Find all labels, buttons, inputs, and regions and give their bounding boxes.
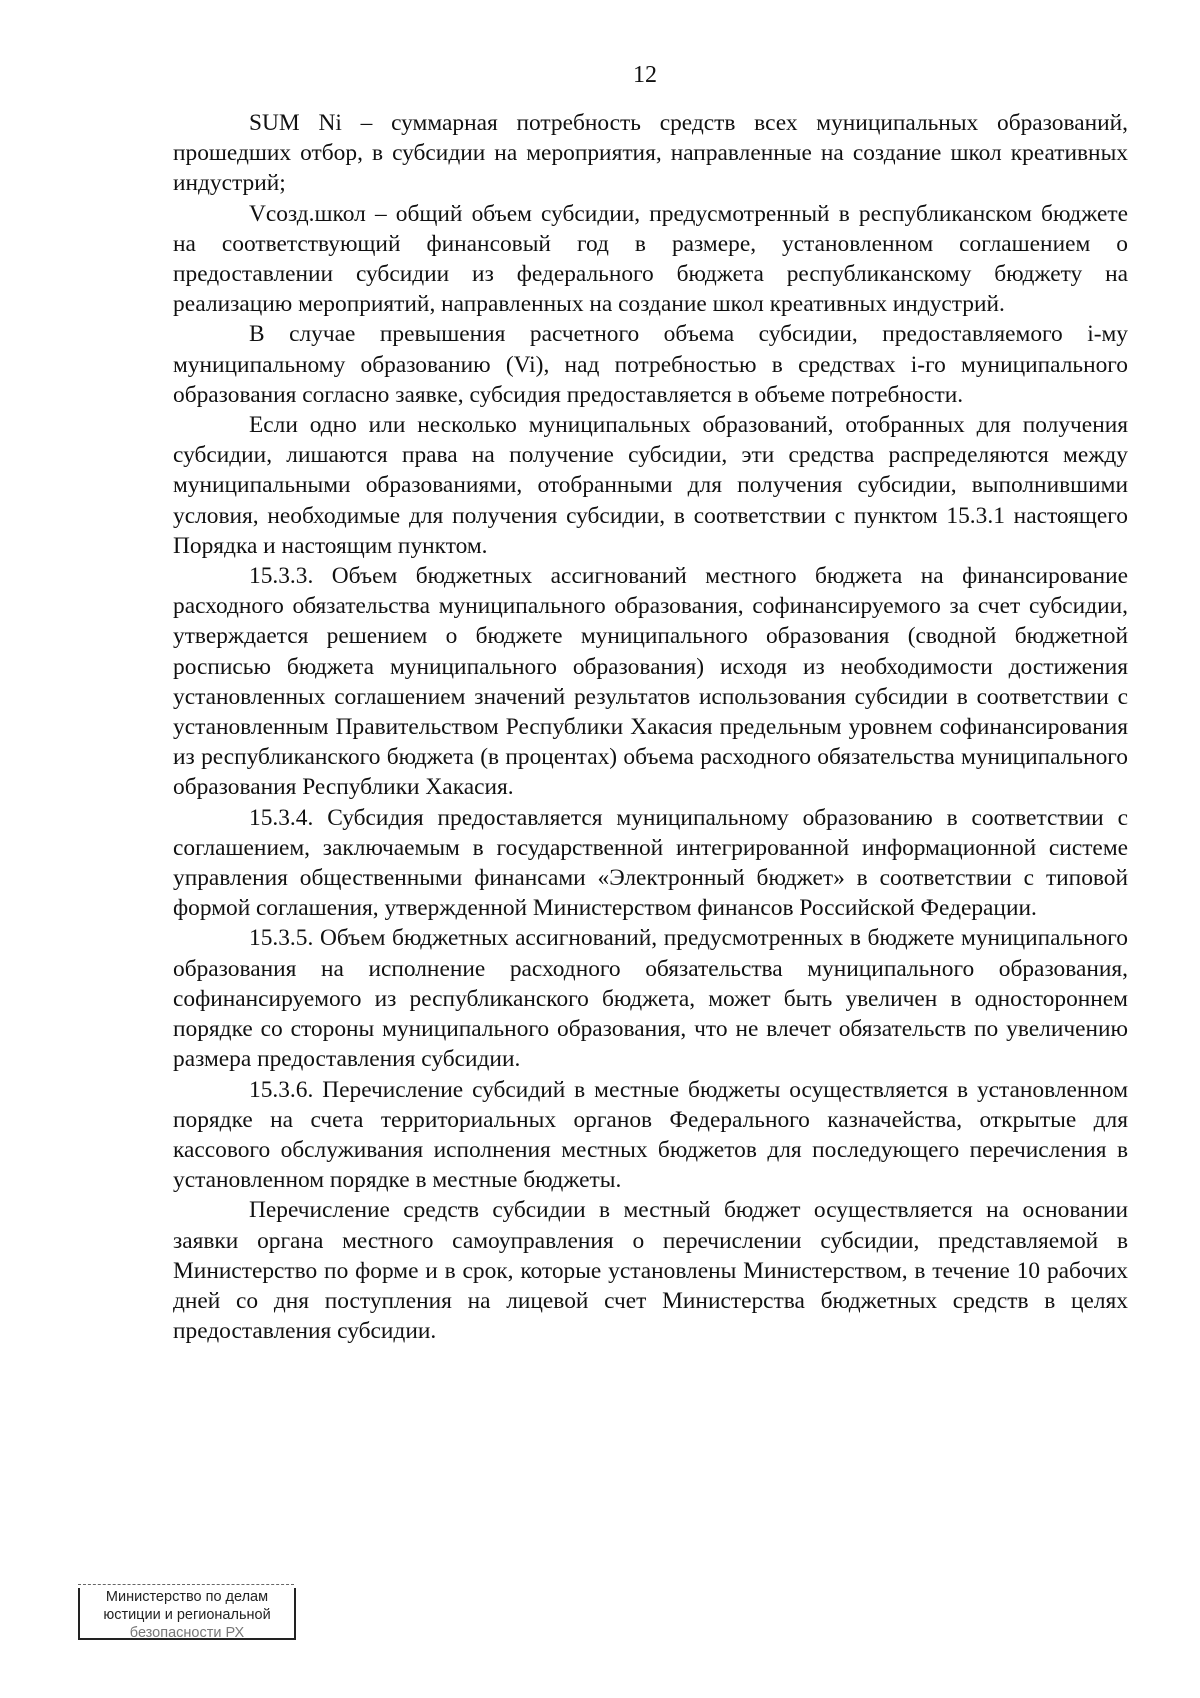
paragraph-15-3-3: 15.3.3. Объем бюджетных ассигнований местного бюджета на финансирование расходного обязательства муниципального образования, софинансируемого за счет субсидии, утверждается решением о бюджете муниципального образования (сводной бюджетной росписью бюджета муниципального образования) исходя из необходимости достижения установленных соглашением значений результатов использования субсидии в соответствии с установленным Правительством Республики Хакасия предельным уровнем софинансирования из республиканского бюджета (в процентах) объема расходного обязательства муниципального образования Республики Хакасия. xyxy=(173,563,1128,801)
paragraph-redistribution: Если одно или несколько муниципальных образований, отобранных для получения субсидии, лишаются права на получение субсидии, эти средства распределяются между муниципальными образованиями, отобранными для получения субсидии, выполнившими условия, необходимые для получения субсидии, в соответствии с пунктом 15.3.1 настоящего Порядка и настоящим пунктом. xyxy=(173,412,1128,559)
paragraph-15-3-5: 15.3.5. Объем бюджетных ассигнований, предусмотренных в бюджете муниципального образования на исполнение расходного обязательства муниципального образования, софинансируемого из республиканского бюджета, может быть увеличен в одностороннем порядке со стороны муниципального образования, что не влечет обязательств по увеличению размера предоставления субсидии. xyxy=(173,925,1128,1073)
paragraph-15-3-6: 15.3.6. Перечисление субсидий в местные бюджеты осуществляется в установленном порядке на счета территориальных органов Федерального казначейства, открытые для кассового обслуживания исполнения местных бюджетов для последующего перечисления в установленном порядке в местные бюджеты. xyxy=(173,1076,1128,1194)
paragraph-15-3-4: 15.3.4. Субсидия предоставляется муниципальному образованию в соответствии с соглашением, заключаемым в государственной интегрированной информационной системе управления общественными финансами «Электронный бюджет» в соответствии с типовой формой соглашения, утвержденной Министерством финансов Российской Федерации. xyxy=(173,804,1128,922)
paragraph-transfer-procedure: Перечисление средств субсидии в местный бюджет осуществляется на основании заявки органа местного самоуправления о перечислении субсидии, представляемой в Министерство по форме и в срок, которые установлены Министерством, в течение 10 рабочих дней со дня поступления на лицевой счет Министерства бюджетных средств в целях предоставления субсидии. xyxy=(173,1197,1128,1345)
document-body xyxy=(173,108,1128,1346)
stamp-line-3: безопасности РХ xyxy=(129,1625,245,1640)
registration-stamp xyxy=(78,1588,296,1640)
paragraph-sum-ni: SUM Ni – суммарная потребность средств всех муниципальных образований, прошедших отбор, в субсидии на мероприятия, направленные на создание школ креативных индустрий; xyxy=(173,110,1128,197)
paragraph-v-sozd-shkol: Vсозд.школ – общий объем субсидии, предусмотренный в республиканском бюджете на соответствующий финансовый год в размере, установленном соглашением о предоставлении субсидии из федерального бюджета республиканскому бюджету на реализацию мероприятий, направленных на создание школ креативных индустрий. xyxy=(173,200,1128,318)
stamp-line-1: Министерство по делам xyxy=(105,1589,269,1605)
page-number: 12 xyxy=(633,62,657,88)
stamp-line-2: юстиции и региональной xyxy=(103,1607,271,1623)
paragraph-excess-subsidy: В случае превышения расчетного объема субсидии, предоставляемого i-му муниципальному образованию (Vi), над потребностью в средствах i-го муниципального образования согласно заявке, субсидия предоставляется в объеме потребности. xyxy=(173,321,1128,408)
